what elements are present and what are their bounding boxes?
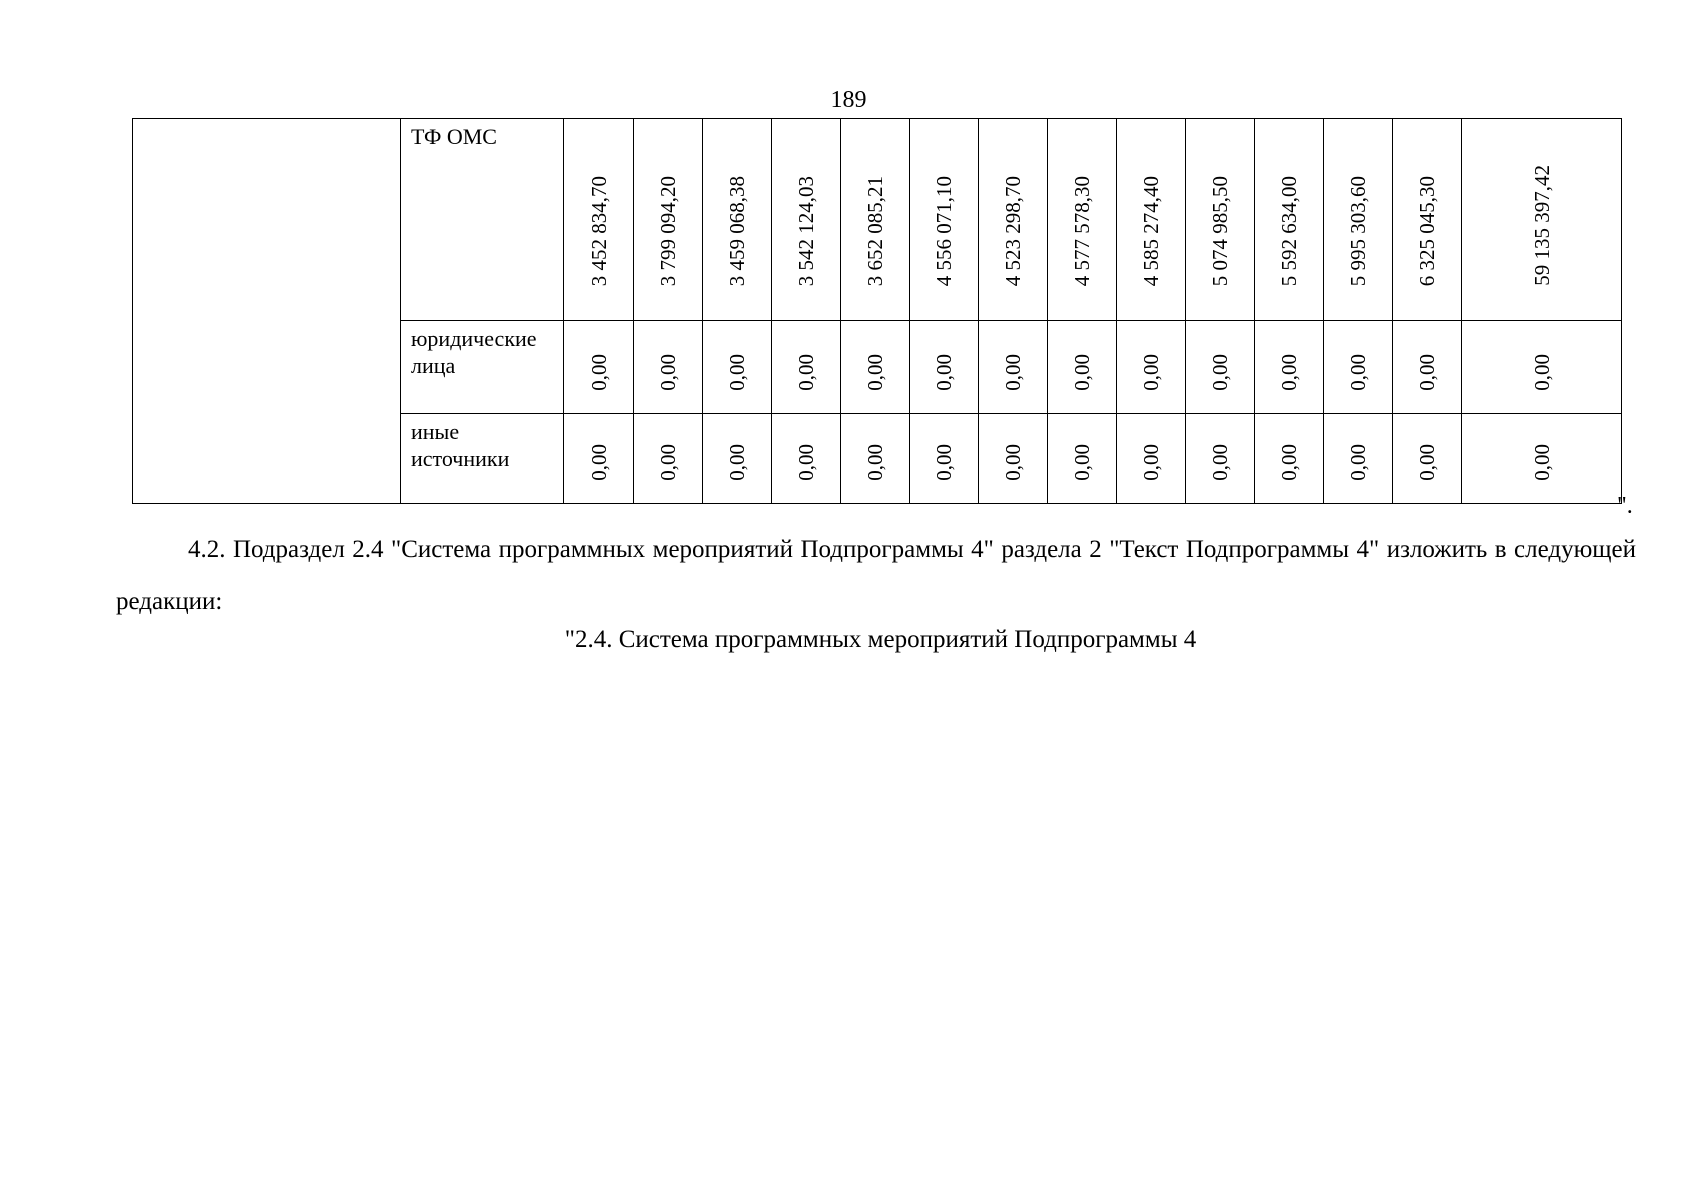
cell-value: 0,00 <box>656 444 680 481</box>
cell-value: 0,00 <box>1208 354 1232 391</box>
cell-value: 0,00 <box>725 444 749 481</box>
cell-value: 0,00 <box>1277 444 1301 481</box>
value-cell <box>1255 321 1324 414</box>
value-cell <box>1255 119 1324 321</box>
cell-value: 4 577 578,30 <box>1070 175 1094 286</box>
total-cell <box>1462 321 1622 414</box>
value-cell <box>772 414 841 504</box>
amendment-paragraph: 4.2. Подраздел 2.4 "Система программных мероприятий Подпрограммы 4" раздела 2 "Текст Подпрограммы 4" изложить в следующей редакции: <box>116 536 1636 615</box>
row-label: иные источники <box>401 414 564 504</box>
value-cell <box>1393 119 1462 321</box>
cell-value: 0,00 <box>1529 444 1554 481</box>
value-cell <box>772 119 841 321</box>
cell-value: 0,00 <box>1001 444 1025 481</box>
cell-value: 0,00 <box>1001 354 1025 391</box>
value-cell <box>772 321 841 414</box>
value-cell <box>564 414 634 504</box>
value-cell <box>1324 119 1393 321</box>
total-cell <box>1462 119 1622 321</box>
cell-value: 0,00 <box>794 444 818 481</box>
cell-value: 0,00 <box>932 444 956 481</box>
cell-value: 3 542 124,03 <box>794 175 818 286</box>
cell-value: 0,00 <box>1139 354 1163 391</box>
value-cell <box>703 119 772 321</box>
cell-value: 0,00 <box>656 354 680 391</box>
value-cell <box>1186 414 1255 504</box>
value-cell <box>841 119 910 321</box>
value-cell <box>979 321 1048 414</box>
cell-value: 0,00 <box>725 354 749 391</box>
cell-value: 0,00 <box>1208 444 1232 481</box>
cell-value: 3 652 085,21 <box>863 175 887 286</box>
cell-value: 0,00 <box>1415 354 1439 391</box>
cell-value: 4 556 071,10 <box>932 175 956 286</box>
cell-value: 0,00 <box>1070 354 1094 391</box>
cell-value: 3 452 834,70 <box>586 175 611 286</box>
cell-value: 5 995 303,60 <box>1346 175 1370 286</box>
cell-value: 4 523 298,70 <box>1001 175 1025 286</box>
value-cell <box>1324 414 1393 504</box>
cell-value: 0,00 <box>1415 444 1439 481</box>
cell-value: 6 325 045,30 <box>1415 175 1439 286</box>
cell-value: 5 592 634,00 <box>1277 175 1301 286</box>
cell-value: 0,00 <box>586 354 611 391</box>
value-cell <box>564 119 634 321</box>
value-cell <box>1117 119 1186 321</box>
cell-value: 0,00 <box>794 354 818 391</box>
closing-quote: ". <box>1617 493 1633 519</box>
row-label: ТФ ОМС <box>401 119 564 321</box>
cell-value: 0,00 <box>1277 354 1301 391</box>
cell-value: 0,00 <box>932 354 956 391</box>
cell-value: 3 799 094,20 <box>656 175 680 286</box>
value-cell <box>979 414 1048 504</box>
cell-value: 3 459 068,38 <box>725 175 749 286</box>
value-cell <box>1117 321 1186 414</box>
value-cell <box>979 119 1048 321</box>
cell-value: 5 074 985,50 <box>1208 175 1232 286</box>
cell-value: 0,00 <box>863 354 887 391</box>
row-label: юридические лица <box>401 321 564 414</box>
value-cell <box>634 414 703 504</box>
section-heading: "2.4. Система программных мероприятий Подпрограммы 4 <box>564 626 1197 653</box>
value-cell <box>841 321 910 414</box>
value-cell <box>1186 119 1255 321</box>
value-cell <box>841 414 910 504</box>
value-cell <box>1117 414 1186 504</box>
empty-left-cell <box>133 119 401 504</box>
cell-value: 0,00 <box>1139 444 1163 481</box>
cell-value: 59 135 397,42 <box>1529 165 1554 286</box>
value-cell <box>703 414 772 504</box>
page-number: 189 <box>830 87 867 113</box>
value-cell <box>1255 414 1324 504</box>
cell-value: 0,00 <box>1346 354 1370 391</box>
total-cell <box>1462 414 1622 504</box>
value-cell <box>1393 321 1462 414</box>
cell-value: 0,00 <box>1346 444 1370 481</box>
cell-value: 0,00 <box>586 444 611 481</box>
value-cell <box>910 321 979 414</box>
value-cell <box>634 321 703 414</box>
value-cell <box>1324 321 1393 414</box>
value-cell <box>703 321 772 414</box>
value-cell <box>910 414 979 504</box>
financing-table <box>132 118 1622 504</box>
cell-value: 4 585 274,40 <box>1139 175 1163 286</box>
value-cell <box>634 119 703 321</box>
value-cell <box>910 119 979 321</box>
value-cell <box>1048 119 1117 321</box>
value-cell <box>1186 321 1255 414</box>
value-cell <box>1048 414 1117 504</box>
value-cell <box>564 321 634 414</box>
value-cell <box>1393 414 1462 504</box>
cell-value: 0,00 <box>1529 354 1554 391</box>
value-cell <box>1048 321 1117 414</box>
cell-value: 0,00 <box>1070 444 1094 481</box>
cell-value: 0,00 <box>863 444 887 481</box>
table-row <box>133 119 1622 321</box>
